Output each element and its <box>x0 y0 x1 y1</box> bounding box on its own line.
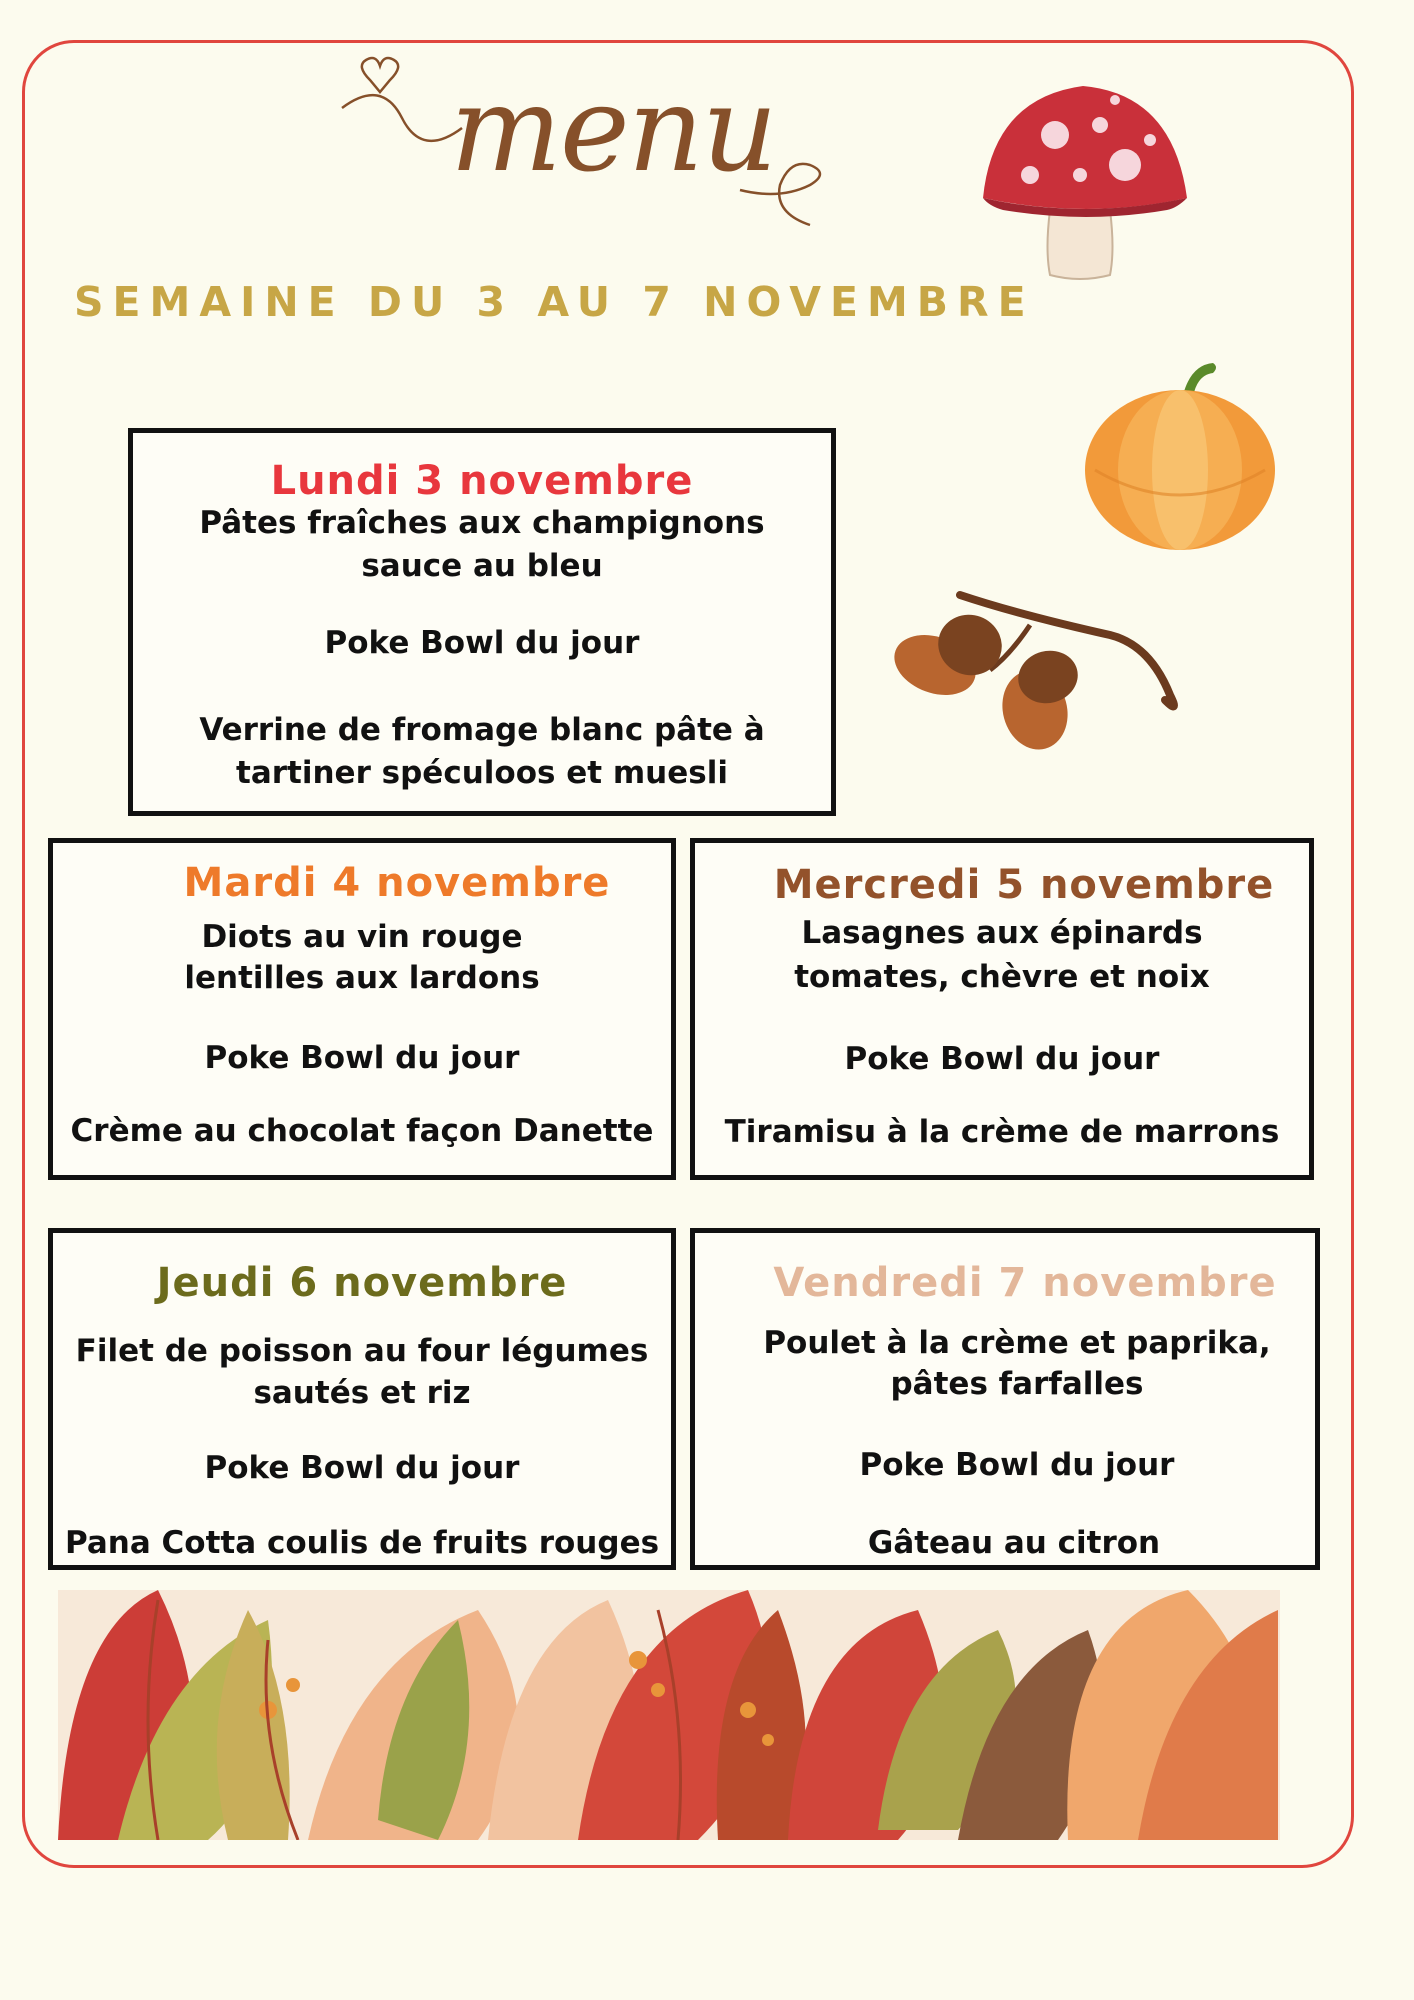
dessert-line-1: Verrine de fromage blanc pâte à <box>199 712 765 748</box>
main-dish-line-2: sautés et riz <box>253 1375 471 1411</box>
autumn-leaves-border <box>58 1590 1280 1840</box>
main-dish-line-2: sauce au bleu <box>361 548 603 584</box>
day-box-mardi <box>48 838 676 1180</box>
menu-title: menu <box>450 60 776 198</box>
day-heading: Jeudi 6 novembre <box>156 1260 568 1306</box>
main-dish-line-1: Filet de poisson au four légumes <box>75 1333 649 1369</box>
day-box-jeudi <box>48 1228 676 1570</box>
day-heading: Mardi 4 novembre <box>183 860 611 906</box>
main-dish-line-1: Lasagnes aux épinards <box>801 915 1203 951</box>
acorns-icon <box>880 585 1190 755</box>
dessert-line-2: tartiner spéculoos et muesli <box>236 755 728 791</box>
dessert-line-1: Tiramisu à la crème de marrons <box>724 1114 1280 1150</box>
day-heading: Vendredi 7 novembre <box>773 1260 1277 1306</box>
poke-bowl: Poke Bowl du jour <box>204 1040 520 1076</box>
day-box-vendredi <box>690 1228 1320 1570</box>
dessert-line-1: Crème au chocolat façon Danette <box>70 1113 654 1149</box>
poke-bowl: Poke Bowl du jour <box>324 625 640 661</box>
main-dish-line-2: tomates, chèvre et noix <box>794 959 1210 995</box>
main-dish-line-2: lentilles aux lardons <box>184 960 540 996</box>
main-dish-line-1: Diots au vin rouge <box>201 919 523 955</box>
pumpkin-icon <box>1075 355 1285 555</box>
week-heading: SEMAINE DU 3 AU 7 NOVEMBRE <box>74 278 1035 326</box>
dessert-line-1: Gâteau au citron <box>867 1525 1161 1561</box>
poke-bowl: Poke Bowl du jour <box>204 1450 520 1486</box>
main-dish-line-2: pâtes farfalles <box>890 1366 1144 1402</box>
day-heading: Lundi 3 novembre <box>270 458 694 504</box>
dessert-line-1: Pana Cotta coulis de fruits rouges <box>64 1525 660 1561</box>
main-dish-line-1: Pâtes fraîches aux champignons <box>199 505 765 541</box>
poke-bowl: Poke Bowl du jour <box>859 1447 1175 1483</box>
main-dish-line-1: Poulet à la crème et paprika, <box>763 1325 1271 1361</box>
poke-bowl: Poke Bowl du jour <box>844 1041 1160 1077</box>
day-box-mercredi <box>690 838 1314 1180</box>
day-box-lundi <box>128 428 836 816</box>
title-block <box>340 50 830 240</box>
day-heading: Mercredi 5 novembre <box>773 862 1275 908</box>
mushroom-icon <box>975 80 1195 280</box>
